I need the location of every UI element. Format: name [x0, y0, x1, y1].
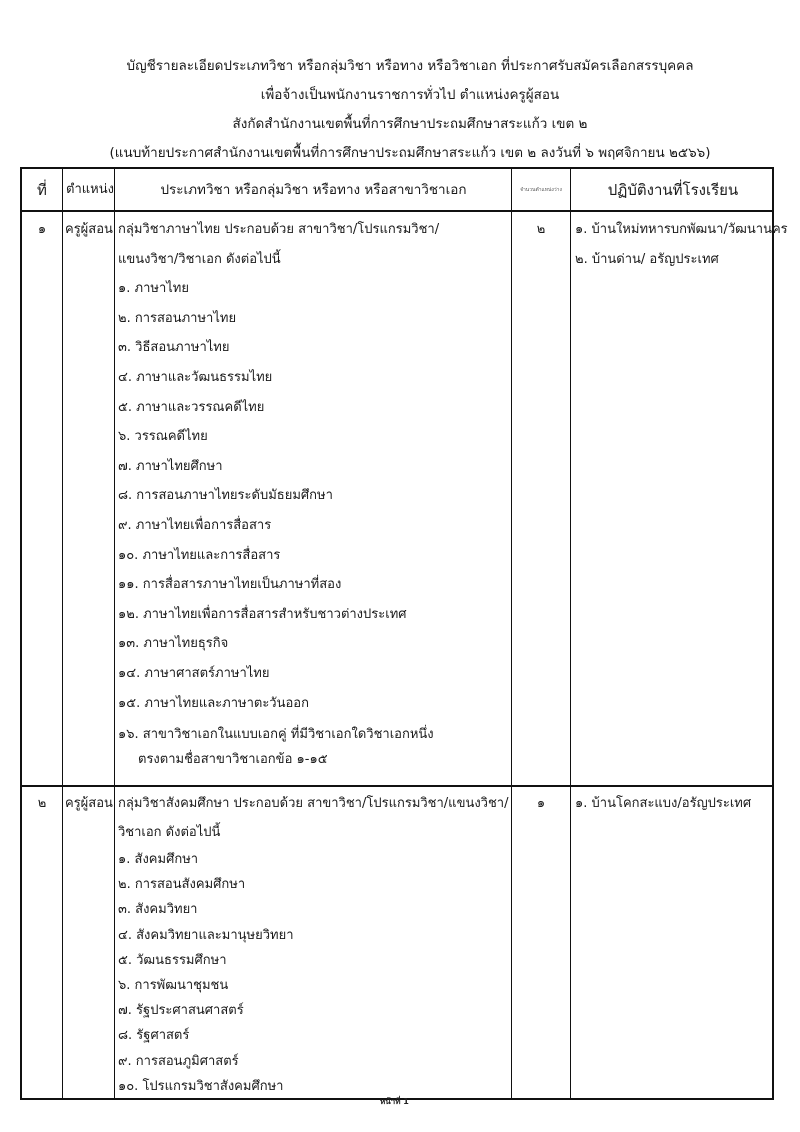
row-1-school-list [575, 215, 788, 274]
title-line-2: เพื่อจ้างเป็นพนักงานราชการทั่วไป ตำแหน่งครูผู้สอน [260, 87, 560, 103]
subject-item: ๔. ภาษาและวัฒนธรรมไทย [118, 369, 273, 385]
subject-item: ๑๕. ภาษาไทยและภาษาตะวันออก [118, 695, 309, 711]
subject-item-continuation: ตรงตามชื่อสาขาวิชาเอกข้อ ๑-๑๕ [138, 752, 328, 768]
subject-item: ๗. ภาษาไทยศึกษา [118, 458, 223, 474]
subject-item: ๙. การสอนภูมิศาสตร์ [118, 1053, 239, 1069]
subject-item: ๑๔. ภาษาศาสตร์ภาษาไทย [118, 665, 270, 681]
subject-item: ๕. วัฒนธรรมศึกษา [118, 952, 227, 968]
row-1-vacancies: ๒ [536, 222, 546, 237]
subject-item: ๑๓. ภาษาไทยธุรกิจ [118, 636, 229, 652]
header-position: ตำแหน่ง [66, 182, 114, 197]
subject-item: ๓. วิธีสอนภาษาไทย [118, 340, 230, 356]
subject-line: กลุ่มวิชาสังคมศึกษา ประกอบด้วย สาขาวิชา/โปรแกรมวิชา/แขนงวิชา/ [118, 796, 509, 811]
subject-item: ๑๒. ภาษาไทยเพื่อการสื่อสารสำหรับชาวต่างประเทศ [118, 606, 407, 622]
subject-item: ๑๐. โปรแกรมวิชาสังคมศึกษา [118, 1078, 284, 1094]
row-2-no: ๒ [37, 796, 47, 811]
row-divider [22, 785, 772, 787]
school-item: ๒. บ้านด่าน/ อรัญประเทศ [575, 251, 719, 267]
column-divider [62, 169, 63, 1098]
row-1-no: ๑ [37, 222, 47, 237]
subject-item: ๓. สังคมวิทยา [118, 902, 198, 918]
subject-item: ๒. การสอนสังคมศึกษา [118, 877, 246, 893]
row-2-position: ครูผู้สอน [65, 796, 113, 811]
subject-item: ๑๑. การสื่อสารภาษาไทยเป็นภาษาที่สอง [118, 577, 342, 593]
row-1-position: ครูผู้สอน [65, 222, 113, 237]
subject-item: ๕. ภาษาและวรรณคดีไทย [118, 399, 265, 415]
subject-item: ๔. สังคมวิทยาและมานุษยวิทยา [118, 927, 294, 943]
subject-item: ๑๖. สาขาวิชาเอกในแบบเอกคู่ ที่มีวิชาเอกใดวิชาเอกหนึ่ง [118, 727, 434, 743]
subject-item: ๒. การสอนภาษาไทย [118, 310, 237, 326]
subject-item: ๖. วรรณคดีไทย [118, 429, 208, 445]
title-line-4: (แนบท้ายประกาศสำนักงานเขตพื้นที่การศึกษาประถมศึกษาสระแก้ว เขต ๒ ลงวันที่ ๖ พฤศจิกายน ๒๕๖๖) [109, 145, 711, 161]
subject-item: ๙. ภาษาไทยเพื่อการสื่อสาร [118, 517, 272, 533]
subject-item: ๑. ภาษาไทย [118, 281, 189, 297]
subject-line: วิชาเอก ดังต่อไปนี้ [118, 825, 221, 840]
subject-line: กลุ่มวิชาภาษาไทย ประกอบด้วย สาขาวิชา/โปรแกรมวิชา/ [118, 222, 440, 237]
document-title [0, 52, 800, 168]
row-2-vacancies: ๑ [536, 796, 546, 811]
subject-item: ๗. รัฐประศาสนศาสตร์ [118, 1003, 244, 1019]
school-item: ๑. บ้านโคกสะแบง/อรัญประเทศ [575, 796, 752, 811]
header-school: ปฏิบัติงานที่โรงเรียน [607, 181, 739, 199]
header-no: ที่ [37, 181, 47, 199]
subject-item: ๑๐. ภาษาไทยและการสื่อสาร [118, 547, 281, 563]
subject-item: ๘. รัฐศาสตร์ [118, 1028, 190, 1044]
row-2-subject-list [118, 789, 509, 1099]
subject-item: ๘. การสอนภาษาไทยระดับมัธยมศึกษา [118, 488, 333, 504]
header-subject: ประเภทวิชา หรือกลุ่มวิชา หรือทาง หรือสาขาวิชาเอก [160, 182, 467, 198]
subject-table [20, 167, 788, 1100]
subject-line: แขนงวิชา/วิชาเอก ดังต่อไปนี้ [118, 251, 281, 267]
header-vacancies: จำนวนตำแหน่งว่าง [520, 187, 562, 193]
page-number: หน้าที่ 1 [380, 1097, 409, 1106]
title-line-3: สังกัดสำนักงานเขตพื้นที่การศึกษาประถมศึกษาสระแก้ว เขต ๒ [232, 116, 588, 132]
title-line-1: บัญชีรายละเอียดประเภทวิชา หรือกลุ่มวิชา หรือทาง หรือวิชาเอก ที่ประกาศรับสมัครเลือกสรรบุคคล [126, 58, 694, 74]
column-divider [114, 169, 115, 1098]
column-divider [511, 169, 512, 1098]
column-divider [570, 169, 571, 1098]
row-1-subject-list [118, 215, 439, 772]
row-2-school-list [575, 789, 751, 818]
subject-item: ๖. การพัฒนาชุมชน [118, 977, 229, 993]
school-item: ๑. บ้านใหม่ทหารบกพัฒนา/วัฒนานคร [575, 222, 788, 237]
subject-item: ๑. สังคมศึกษา [118, 852, 199, 867]
